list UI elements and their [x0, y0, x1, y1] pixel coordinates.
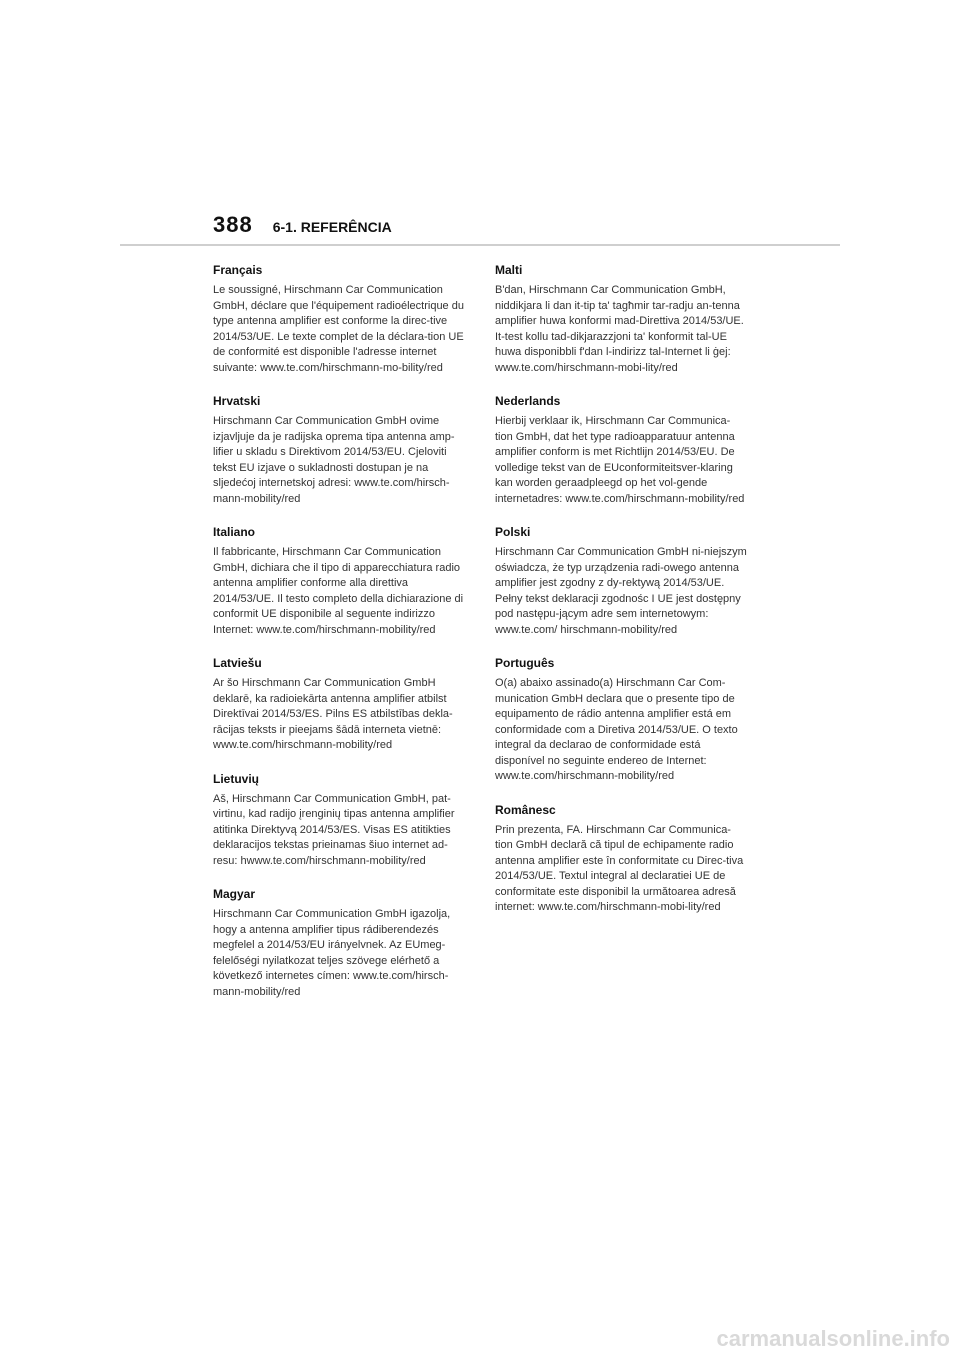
language-heading: Português: [495, 656, 555, 670]
language-block-polski: [495, 525, 747, 638]
declaration-text: Le soussigné, Hirschmann Car Communication GmbH, déclare que l'équipement radioélectrique du type antenna amplifier est conforme la direc-tive 2014/53/UE. Le texte complet de la déclara-tion UE de conformité est disponible l'adresse internet suivante: www.te.com/hirschmann-mo-bility/red: [213, 284, 464, 374]
declaration-text: Prin prezenta, FA. Hirschmann Car Communica-tion GmbH declară că tipul de echipamente radio antenna amplifier este în conformitate cu Direc-tiva 2014/53/UE. Textul integral al declaratiei UE de conformitate este disponibil la următoarea adresă internet: www.te.com/hirschmann-mobi-lity/red: [495, 823, 744, 913]
language-heading: Nederlands: [495, 394, 561, 408]
declaration-text: B'dan, Hirschmann Car Communication GmbH, niddikjara li dan it-tip ta' tagħmir tar-radju an-tenna amplifier huwa konformi mad-Direttiva 2014/53/UE. It-test kollu tad-dikjarazzjoni ta' konformit tal-UE huwa disponibbli f'dan l-indirizz tal-Internet li ġej: www.te.com/hirschmann-mobi-lity/red: [495, 284, 744, 374]
declaration-text: Hierbij verklaar ik, Hirschmann Car Communica-tion GmbH, dat het type radioapparatuur antenna amplifier conform is met Richtlijn 2014/53/EU. De volledige tekst van de EUconformiteitsver-klaring kan worden geraadpleegd op het vol-gende internetadres: www.te.com/hirschmann-mobility/red: [495, 415, 745, 505]
language-heading: Italiano: [213, 525, 256, 539]
declaration-text: Hirschmann Car Communication GmbH ovime izjavljuje da je radijska oprema tipa antenna amp-lifier u skladu s Direktivom 2014/53/EU. Cjeloviti tekst EU izjave o sukladnosti dostupan je na sljedećoj internetskoj adresi: www.te.com/hirsch-mann-mobility/red: [213, 415, 455, 505]
language-block-lietuviu: [213, 772, 465, 870]
language-heading: Malti: [495, 263, 523, 277]
declaration-text: Aš, Hirschmann Car Communication GmbH, pat-virtinu, kad radijo įrenginių tipas antenna amplifier atitinka Direktyvą 2014/53/ES. Visas ES atitikties deklaracijos tekstas prieinamas šiuo internet ad-resu: hwww.te.com/hirschmann-mobility/red: [213, 792, 455, 867]
language-heading: Français: [213, 263, 263, 277]
page-header: [213, 212, 392, 246]
language-block-francais: [213, 263, 465, 376]
declaration-text: Il fabbricante, Hirschmann Car Communication GmbH, dichiara che il tipo di apparecchiatura radio antenna amplifier conforme alla direttiva 2014/53/UE. Il testo completo della dichiarazione di conformit UE disponibile al seguente indirizzo Internet: www.te.com/hirschmann-mobility/red: [213, 546, 464, 636]
language-block-portugues: [495, 656, 747, 785]
header-divider: [120, 244, 840, 246]
declaration-text: Hirschmann Car Communication GmbH ni-niejszym oświadcza, że typ urządzenia radi-owego antenna amplifier jest zgodny z dy-rektywą 2014/53/UE. Pełny tekst deklaracji zgodnośc I UE jest dostępny pod następu-jącym adre sem internetowym: www.te.com/ hirschmann-mobility/red: [495, 546, 747, 636]
language-block-italiano: [213, 525, 465, 638]
declaration-text: Hirschmann Car Communication GmbH igazolja, hogy a antenna amplifier tipus rádiberendezés megfelel a 2014/53/EU irányelvnek. Az EUmeg-felelőségi nyilatkozat teljes szövege elérhető a következő internetes címen: www.te.com/hirsch-mann-mobility/red: [213, 908, 451, 998]
language-heading: Latviešu: [213, 656, 262, 670]
language-block-romanesc: [495, 803, 747, 916]
language-heading: Polski: [495, 525, 531, 539]
watermark: carmanualsonline.info: [716, 1326, 950, 1351]
language-heading: Lietuvių: [213, 771, 260, 786]
declaration-text: O(a) abaixo assinado(a) Hirschmann Car Com-munication GmbH declara que o presente tipo de equipamento de rádio antenna amplifier está em conformidade com a Diretiva 2014/53/UE. O texto integral da declarao de conformidade está disponível no seguinte endereo de Internet: www.te.com/hirschmann-mobility/red: [495, 677, 738, 782]
left-column: [213, 263, 465, 1018]
language-block-hrvatski: [213, 394, 465, 507]
language-heading: Românesc: [495, 802, 556, 817]
declaration-text: Ar šo Hirschmann Car Communication GmbH deklarē, ka radioiekārta antenna amplifier atbilst Direktīvai 2014/53/ES. Pilns ES atbilstības dekla-rācijas teksts ir pieejams šādā interneta vietnē: www.te.com/hirschmann-mobility/red: [213, 677, 453, 751]
language-block-latviesu: [213, 656, 465, 754]
language-heading: Hrvatski: [213, 394, 261, 408]
language-block-malti: [495, 263, 747, 376]
language-block-nederlands: [495, 394, 747, 507]
language-heading: Magyar: [213, 887, 256, 901]
language-block-magyar: [213, 887, 465, 1000]
right-column: [495, 263, 747, 934]
page-number: 388: [213, 212, 253, 237]
section-title: 6-1. REFERÊNCIA: [272, 219, 392, 235]
